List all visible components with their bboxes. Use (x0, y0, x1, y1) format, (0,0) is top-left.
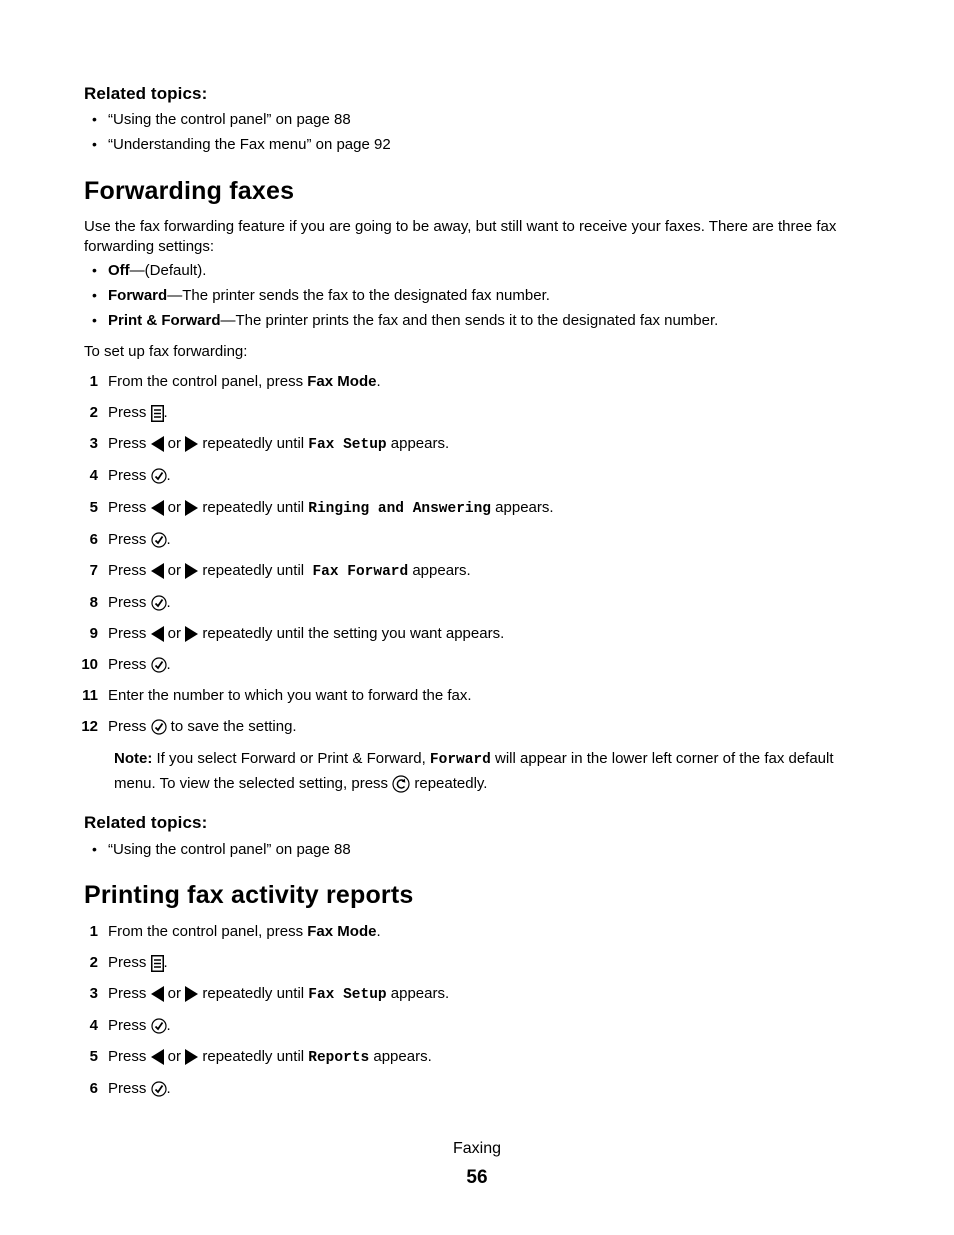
select-check-icon (151, 595, 167, 611)
section-title: Printing fax activity reports (84, 881, 414, 909)
bullet-icon: • (92, 136, 97, 152)
related-link[interactable]: “Using the control panel” on page 88 (108, 841, 351, 858)
select-check-icon (151, 1081, 167, 1097)
section-title: Forwarding faxes (84, 177, 295, 205)
right-arrow-icon (185, 626, 198, 642)
setting-desc: —(Default). (129, 262, 207, 279)
bullet-icon: • (92, 111, 97, 127)
step-number: 4 (89, 467, 98, 484)
page-number: 56 (466, 1167, 488, 1188)
step-number: 10 (81, 656, 98, 673)
right-arrow-icon (185, 563, 198, 579)
select-check-icon (151, 468, 167, 484)
button-name: Fax Mode (307, 923, 377, 940)
right-arrow-icon (185, 436, 198, 452)
step-number: 1 (89, 923, 98, 940)
right-arrow-icon (185, 986, 198, 1002)
setting-desc: —The printer sends the fax to the designated fax number. (167, 287, 550, 304)
menu-option: Reports (308, 1050, 370, 1066)
left-arrow-icon (151, 986, 164, 1002)
step-number: 3 (89, 435, 98, 452)
step-number: 4 (89, 1017, 98, 1034)
right-arrow-icon (185, 1049, 198, 1065)
step-number: 1 (89, 373, 98, 390)
step-number: 9 (89, 625, 98, 642)
bullet-icon: • (92, 841, 97, 857)
note-paragraph: Note: If you select Forward or Print & Forward, Forward will appear in the lower left corner of the fax default menu. To view the selected setting, press repeatedly. (114, 750, 834, 792)
step-number: 6 (89, 531, 98, 548)
menu-option: Forward (429, 752, 491, 768)
right-arrow-icon (185, 500, 198, 516)
step-number: 11 (82, 687, 98, 704)
back-icon (392, 775, 410, 793)
select-check-icon (151, 657, 167, 673)
related-link[interactable]: “Using the control panel” on page 88 (108, 111, 351, 128)
setting-desc: —The printer prints the fax and then sends it to the designated fax number. (220, 312, 719, 329)
left-arrow-icon (151, 1049, 164, 1065)
select-check-icon (151, 1018, 167, 1034)
step-number: 5 (89, 499, 98, 516)
related-topics-heading: Related topics: (84, 813, 208, 832)
select-check-icon (151, 719, 167, 735)
bullet-icon: • (92, 262, 97, 278)
intro-paragraph: Use the fax forwarding feature if you are going to be away, but still want to receive your faxes. There are three fax forwarding settings: (84, 218, 837, 255)
related-topics-heading: Related topics: (84, 84, 208, 103)
footer-section-name: Faxing (452, 1140, 502, 1157)
step-number: 3 (89, 985, 98, 1002)
setting-name: Print & Forward (108, 312, 221, 329)
step-number: 6 (89, 1080, 98, 1097)
step-number: 12 (81, 718, 98, 735)
step-number: 2 (89, 954, 98, 971)
bullet-icon: • (92, 312, 97, 328)
button-name: Fax Mode (307, 373, 377, 390)
menu-option: Fax Forward (312, 564, 409, 580)
note-label: Note: (114, 750, 153, 767)
menu-option: Fax Setup (308, 437, 387, 453)
menu-option: Ringing and Answering (308, 501, 492, 517)
left-arrow-icon (151, 436, 164, 452)
step-number: 2 (89, 404, 98, 421)
bullet-icon: • (92, 287, 97, 303)
menu-icon (151, 955, 164, 972)
menu-icon (151, 405, 164, 422)
left-arrow-icon (151, 626, 164, 642)
setting-name: Forward (108, 287, 168, 304)
step-number: 8 (89, 594, 98, 611)
related-link[interactable]: “Understanding the Fax menu” on page 92 (108, 136, 391, 153)
menu-option: Fax Setup (308, 987, 387, 1003)
step-number: 7 (89, 562, 98, 579)
setting-name: Off (108, 262, 130, 279)
step-number: 5 (89, 1048, 98, 1065)
setup-intro: To set up fax forwarding: (84, 343, 248, 360)
select-check-icon (151, 532, 167, 548)
left-arrow-icon (151, 500, 164, 516)
left-arrow-icon (151, 563, 164, 579)
